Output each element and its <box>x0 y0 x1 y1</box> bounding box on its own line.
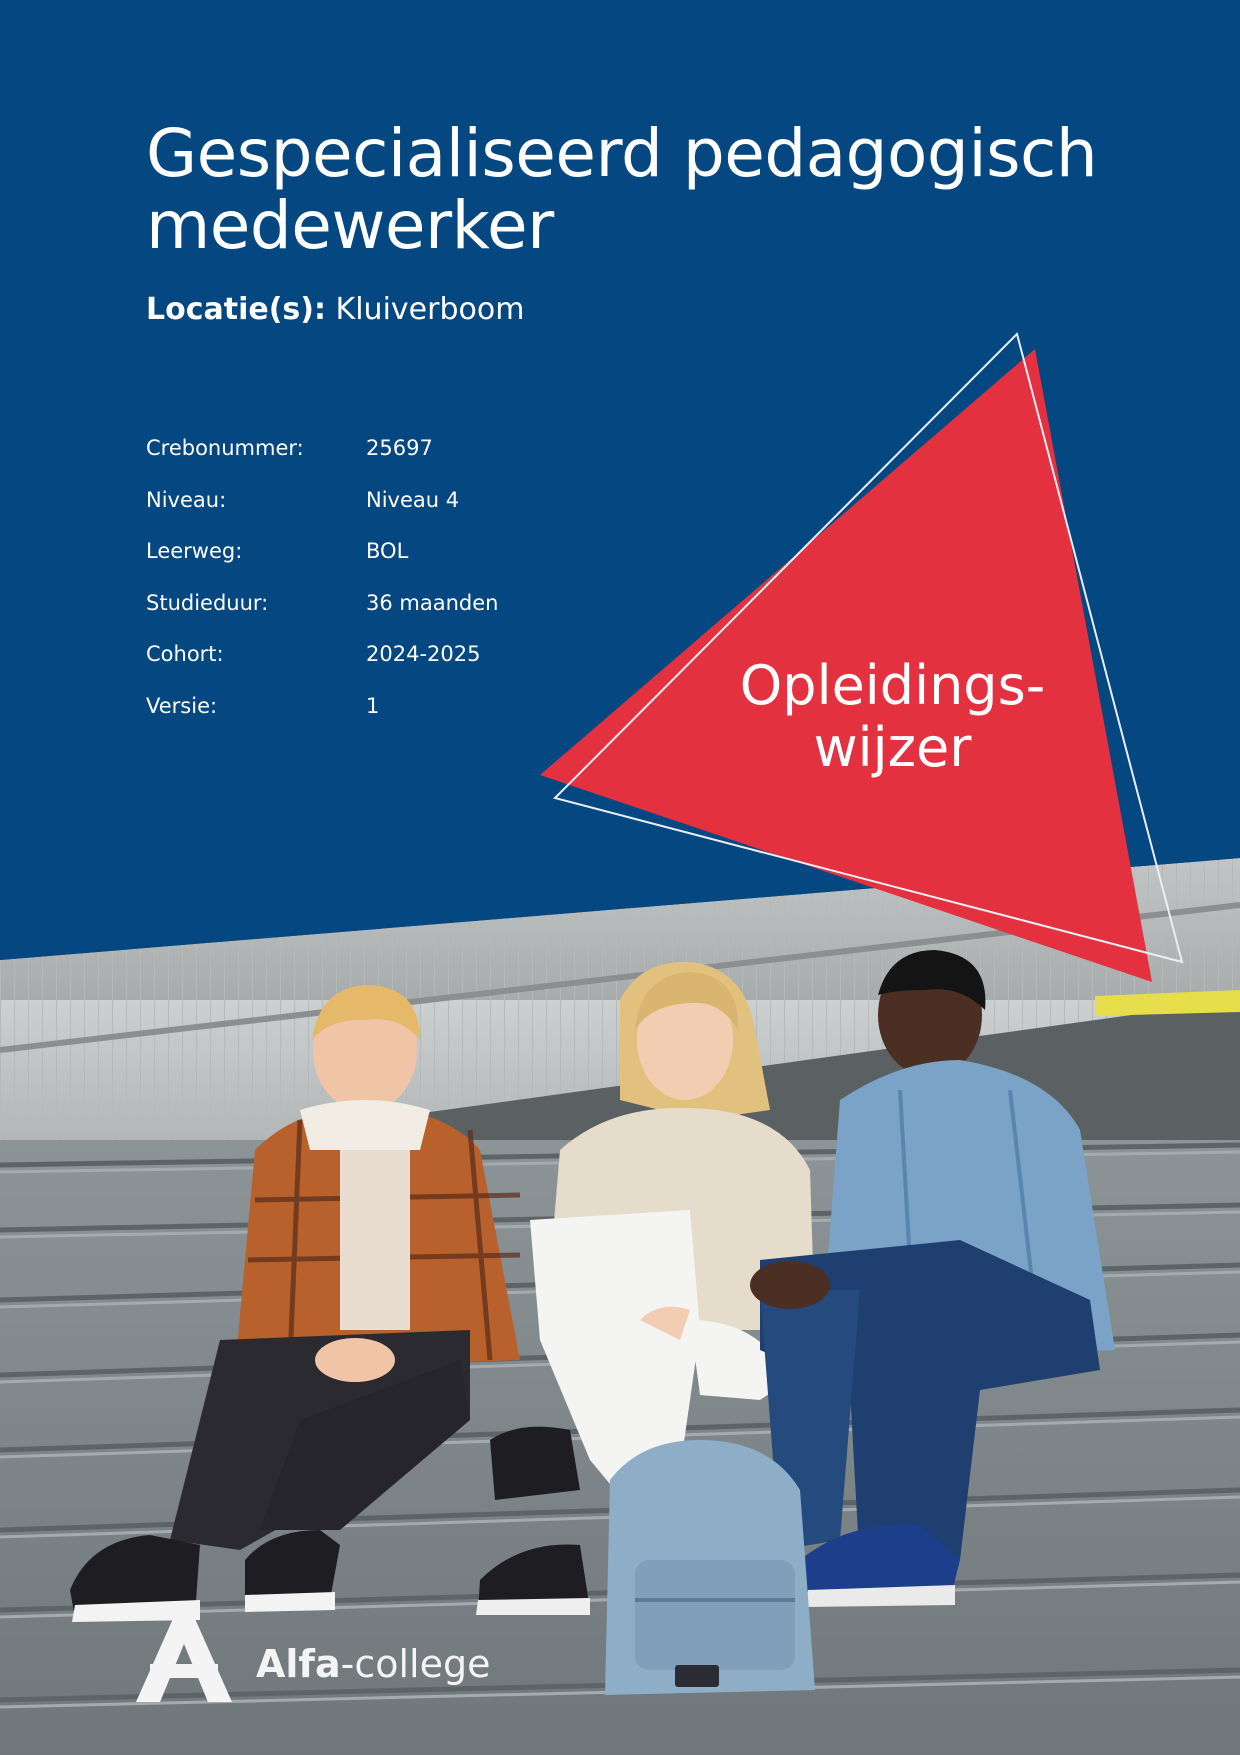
details-value: Niveau 4 <box>366 487 460 512</box>
alfa-logo-icon <box>136 1612 232 1702</box>
title-line-2: medewerker <box>146 187 554 264</box>
details-value: BOL <box>366 539 409 563</box>
location-value: Kluiverboom <box>335 292 525 327</box>
details-value: 36 maanden <box>366 590 499 615</box>
details-value: 1 <box>366 693 380 718</box>
details-label: Crebonummer: <box>146 436 304 460</box>
title-line-1: Gespecialiseerd pedagogisch <box>146 115 1098 192</box>
brand-suffix: -college <box>340 1642 491 1686</box>
details-row <box>146 629 498 681</box>
details-label: Versie: <box>146 693 218 718</box>
details-value: 2024-2025 <box>366 642 481 666</box>
details-label: Niveau: <box>146 487 227 512</box>
details-row <box>146 681 498 733</box>
details-row <box>146 475 498 527</box>
location-line <box>146 290 524 330</box>
details-row <box>146 423 498 475</box>
details-table <box>146 423 498 732</box>
document-title <box>146 115 1206 264</box>
details-value: 25697 <box>366 436 433 460</box>
details-row <box>146 578 498 630</box>
badge-line-1: Opleidings- <box>739 654 1046 717</box>
details-row <box>146 526 498 578</box>
badge-line-2: wijzer <box>813 716 972 779</box>
alfa-college-logo <box>136 1612 536 1702</box>
details-label: Leerweg: <box>146 539 243 563</box>
details-label: Cohort: <box>146 642 224 666</box>
brand-name: Alfa <box>256 1642 341 1686</box>
logo-wordmark <box>256 1642 490 1686</box>
details-label: Studieduur: <box>146 590 269 615</box>
badge-text <box>700 655 1085 779</box>
location-label: Locatie(s): <box>146 292 326 327</box>
